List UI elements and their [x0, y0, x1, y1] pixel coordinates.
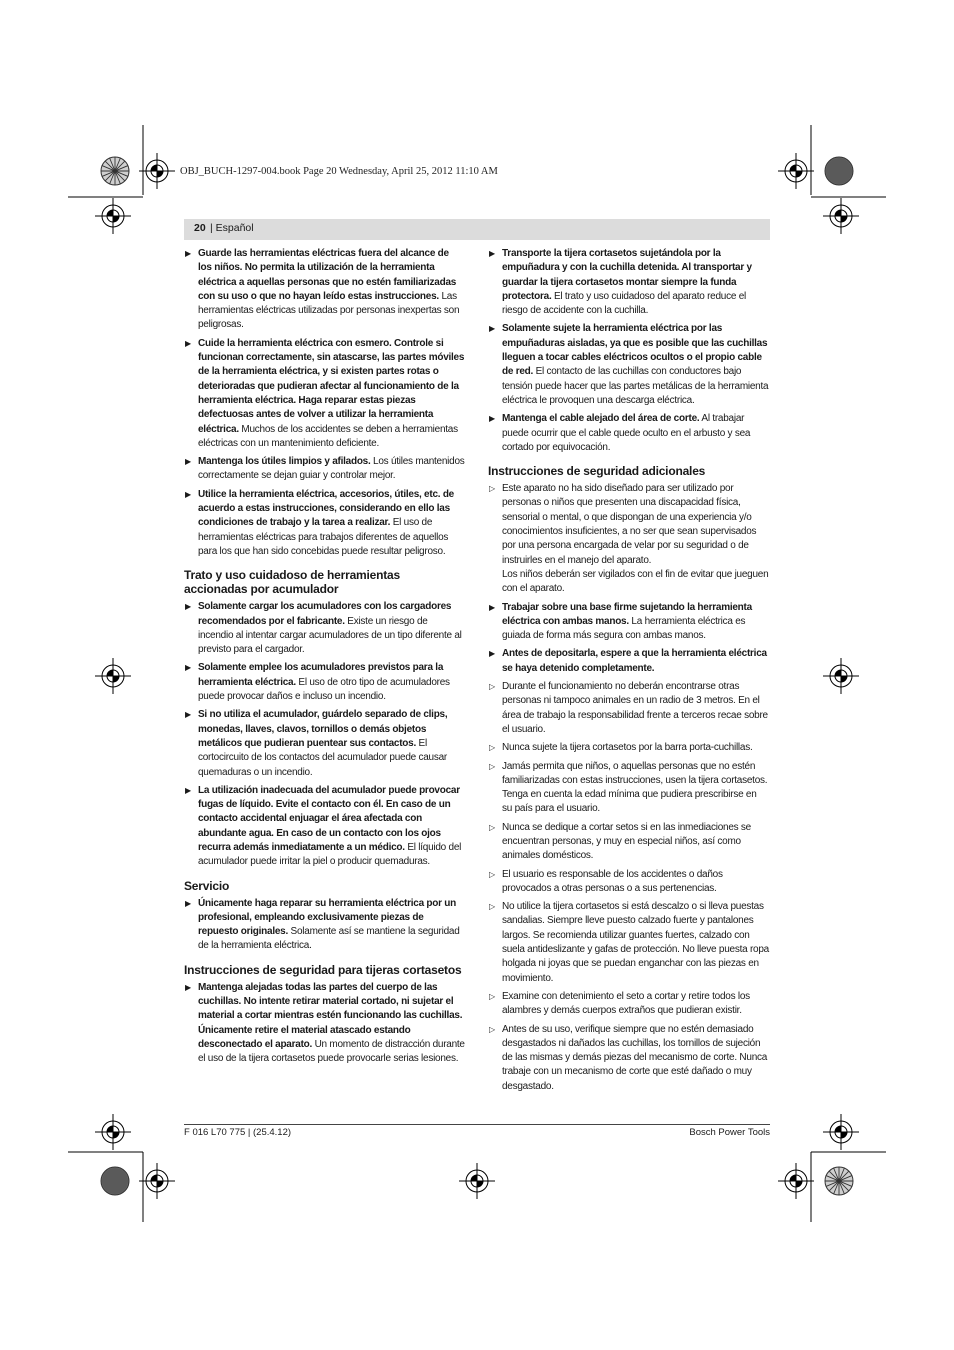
page-language: | Español — [210, 222, 254, 234]
list-item — [184, 455, 465, 484]
item-text: Existe un riesgo de incendio al intentar cargar acumuladores de un tipo diferente al previsto para el cargador. — [198, 615, 462, 656]
footer-doc-code: F 016 L70 775 | (25.4.12) — [184, 1127, 292, 1138]
list-item — [488, 900, 769, 986]
item-bold: Mantenga alejadas todas las partes del cuerpo de las cuchillas. No intente retirar material cortado, ni sujetar el material a cortar mientras estén funcionando las cuchillas. Únicamente retire el material atascado estando desconectado el aparato. — [198, 981, 463, 1050]
item-bold: Cuide la herramienta eléctrica con esmero. Controle si funcionan correctamente, sin atascarse, las partes móviles de la herramienta eléctrica, y si existen partes rotas o deterioradas que pudieran afectar al funcionamiento de la herramienta eléctrica. Haga reparar estas piezas defectuosas antes de volver a utilizar la herramienta eléctrica. — [198, 337, 465, 435]
item-text: Nunca sujete la tijera cortasetos por la barra porta-cuchillas. — [502, 742, 753, 754]
section-title-shears: Instrucciones de seguridad para tijeras cortasetos — [184, 962, 462, 977]
list-item — [488, 647, 769, 676]
item-text: El trato y uso cuidadoso del aparato reduce el riesgo de accidente con la cuchilla. — [502, 290, 746, 317]
item-bold: Guarde las herramientas eléctricas fuera del alcance de los niños. No permita la utilización de la herramienta eléctrica a aquellas personas que no estén familiarizadas con su uso o que no hayan leído estas instrucciones. — [198, 248, 457, 302]
item-text: Solamente así se mantiene la seguridad de la herramienta eléctrica. — [198, 926, 460, 952]
list-item — [184, 784, 465, 870]
item-bold: Trabajar sobre una base firme sujetando la herramienta eléctrica con ambas manos. — [502, 601, 752, 627]
item-text: Las herramientas eléctricas utilizadas por personas inexpertas son peligrosas. — [198, 290, 460, 331]
section-title-additional: Instrucciones de seguridad adicionales — [488, 464, 706, 479]
item-text: Los útiles mantenidos correctamente se dejan guiar y controlar mejor. — [198, 456, 465, 482]
item-text: El usuario es responsable de los accidentes o daños provocados a otras personas o a sus pertenencias. — [502, 868, 723, 894]
prepress-slug: OBJ_BUCH-1297-004.book Page 20 Wednesday, April 25, 2012 11:10 AM — [180, 166, 498, 177]
item-bold: Solamente cargar los acumuladores con los cargadores recomendados por el fabricante. — [198, 601, 452, 627]
item-bold: Solamente sujete la herramienta eléctrica por las empuñaduras aisladas, ya que es posible que las cuchillas lleguen a tocar cables eléctricos ocultos o el propio cable de red. — [502, 323, 768, 378]
left-column — [184, 247, 465, 1071]
item-text: Al trabajar puede ocurrir que el cable quede oculto en el arbusto y sea cortado por equivocación. — [502, 413, 751, 453]
item-text: La herramienta eléctrica es guiada de forma más segura con ambas manos. — [502, 615, 746, 642]
list-item — [488, 322, 769, 408]
item-text: Este aparato no ha sido diseñado para ser utilizado por personas o niños que presenten una discapacidad física, sensorial o mental, o que dispongan de una experiencia y/o conocimientos insuficientes, a no ser que sean supervisados por una persona encargada de velar por su seguridad o de instruirles en el manejo del aparato. — [502, 483, 757, 566]
language-label: Español — [215, 222, 254, 234]
item-text: El líquido del acumulador puede irritar la piel o producir quemaduras. — [198, 841, 462, 868]
item-text-continued: Los niños deberán ser vigilados con el fin de evitar que jueguen con el aparato. — [502, 568, 769, 595]
list-item — [184, 337, 465, 451]
item-text: Muchos de los accidentes se deben a herramientas eléctricas con un mantenimiento deficiente. — [198, 423, 458, 449]
list-item — [184, 981, 465, 1067]
list-item — [184, 897, 465, 954]
item-text: Un momento de distracción durante el uso de la tijera cortasetos puede provocarle serias lesiones. — [198, 1038, 465, 1065]
list-item — [488, 482, 769, 596]
list-item — [488, 601, 769, 644]
item-bold: Solamente emplee los acumuladores previstos para la herramienta eléctrica. — [198, 662, 444, 688]
list-item — [184, 247, 465, 333]
page-number: 20 — [194, 222, 206, 234]
footer-brand: Bosch Power Tools — [689, 1127, 770, 1138]
item-bold: La utilización inadecuada del acumulador puede provocar fugas de líquido. Evite el contacto con él. En caso de un contacto accidental enjuagar el área afectada con abundante agua. En caso de un contacto con los ojos recurra además inmediatamente a un médico. — [198, 784, 460, 853]
item-text: Antes de su uso, verifique siempre que no estén demasiado desgastados ni dañados las cuchillas, los tornillos de sujeción de las mismas y demás piezas del mecanismo de corte. Nunca trabaje con un mecanismo de corte que esté dañado o muy desgastado. — [502, 1023, 768, 1092]
list-item — [184, 661, 465, 704]
list-item — [488, 680, 769, 737]
item-bold: Mantenga los útiles limpios y afilados. — [198, 456, 371, 468]
list-item — [488, 1023, 769, 1094]
item-bold: Únicamente haga reparar su herramienta eléctrica por un profesional, empleando exclusivamente piezas de repuesto originales. — [198, 897, 457, 938]
item-text: El uso de otro tipo de acumuladores puede provocar daños e incluso un incendio. — [198, 676, 450, 703]
section-title-service: Servicio — [184, 878, 230, 893]
right-column — [488, 247, 769, 1098]
item-text: El contacto de las cuchillas con conductores bajo tensión puede hacer que las partes metálicas de la herramienta eléctrica le provoquen una descarga eléctrica. — [502, 366, 769, 406]
list-item — [488, 247, 769, 318]
item-bold: Si no utiliza el acumulador, guárdelo separado de clips, monedas, llaves, clavos, tornillos o demás objetos metálicos que pudieran puentear sus contactos. — [198, 709, 448, 749]
list-item — [488, 760, 769, 817]
item-text: Jamás permita que niños, o aquellas personas que no estén familiarizadas con estas instrucciones, usen la tijera cortasetos. Tenga en cuenta la edad mínima que pudiera prescribirse en su país para el usuario. — [502, 760, 768, 815]
list-item — [184, 708, 465, 779]
footer-rule — [184, 1124, 770, 1125]
item-text: Durante el funcionamiento no deberán encontrarse otras personas ni tampoco animales en un radio de 3 metros. En el área de trabajo la responsabilidad frente a terceros recae sobre el usuario. — [502, 681, 768, 735]
item-text: No utilice la tijera cortasetos si está descalzo o si lleva puestas sandalias. Siempre lleve puesto calzado fuerte y pantalones largos. Se recomienda utilizar guantes fuertes, calzado con suela antideslizante y gafas de protección. No lleve puesta ropa holgada ni joyas que se puedan enganchar con las piezas en movimiento. — [502, 901, 769, 984]
page-header-bar — [184, 219, 770, 240]
list-item — [488, 821, 769, 864]
list-item — [488, 741, 769, 755]
list-item — [488, 412, 769, 455]
list-item — [184, 600, 465, 657]
item-bold: Antes de depositarla, espere a que la herramienta eléctrica se haya detenido completamente. — [502, 648, 767, 674]
section-title-battery: Trato y uso cuidadoso de herramientas accionadas por acumulador — [184, 568, 400, 597]
item-text: Examine con detenimiento el seto a cortar y retire todos los alambres y demás cuerpos extraños que pudieran existir. — [502, 990, 750, 1017]
list-item — [488, 868, 769, 897]
item-text: El uso de herramientas eléctricas para trabajos diferentes de aquellos para los que han sido concebidas puede resultar peligroso. — [198, 517, 449, 557]
item-text: El cortocircuito de los contactos del acumulador puede causar quemaduras o un incendio. — [198, 737, 447, 778]
item-bold: Transporte la tijera cortasetos sujetándola por la empuñadura y con la cuchilla detenida. Al transportar y guardar la tijera cortasetos montar siempre la funda protectora. — [502, 248, 752, 302]
list-item — [184, 488, 465, 559]
item-bold: Mantenga el cable alejado del área de corte. — [502, 413, 700, 425]
item-text: Nunca se dedique a cortar setos si en las inmediaciones se encuentran personas, y muy en especial niños, así como animales domésticos. — [502, 821, 751, 862]
list-item — [488, 990, 769, 1019]
item-bold: Utilice la herramienta eléctrica, accesorios, útiles, etc. de acuerdo a estas instrucciones, considerando en ello las condiciones de trabajo y la tarea a realizar. — [198, 488, 454, 529]
